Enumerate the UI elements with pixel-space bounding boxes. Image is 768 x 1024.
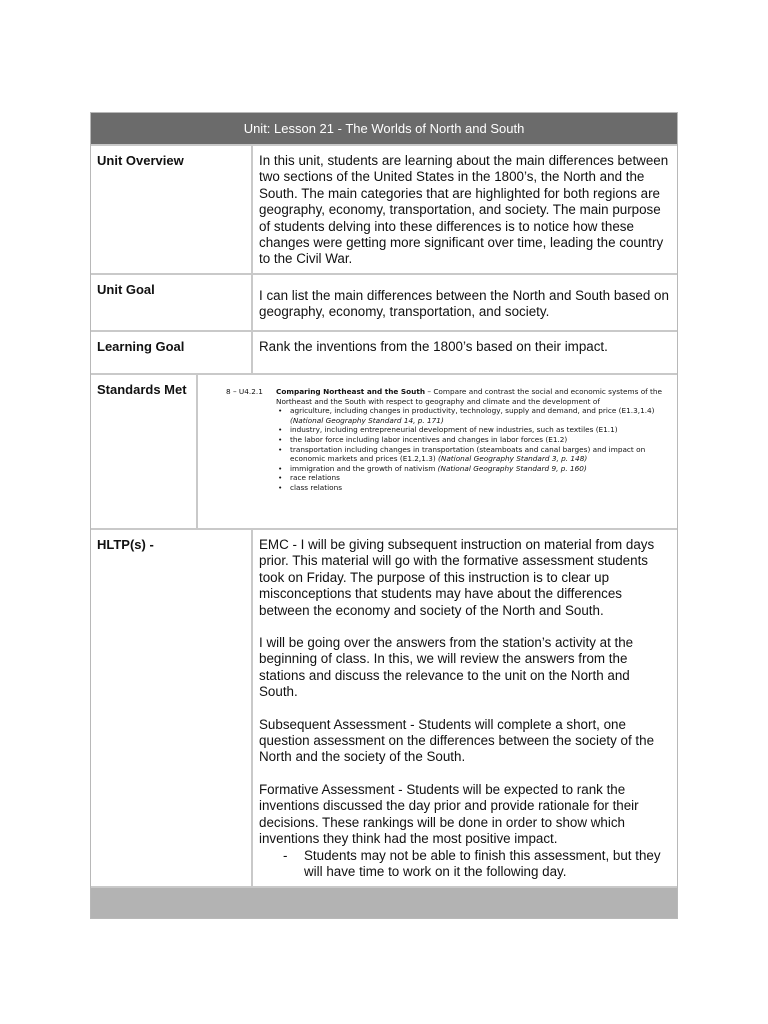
standard-list: [276, 406, 671, 492]
list-item: • the labor force including labor incentives and changes in labor forces (E1.2): [276, 435, 671, 445]
table-title: Unit: Lesson 21 - The Worlds of North and South: [91, 113, 677, 146]
hltp-paragraph-stations: I will be going over the answers from the station’s activity at the beginning of class. In this, we will review the answers from the stations and discuss the relevance to the unit on the North and South.: [259, 635, 634, 700]
standard-body: [276, 387, 671, 493]
list-item: • class relations: [276, 483, 671, 493]
standard-heading: Comparing Northeast and the South: [276, 387, 426, 396]
hltp-paragraph-emc: EMC - I will be giving subsequent instruction on material from days prior. This material will go with the formative assessment students took on Friday. The purpose of this instruction is to clear up misconceptions that students may have about the differences between the economy and society of the North and South.: [259, 537, 655, 618]
list-item: • immigration and the growth of nativism (National Geography Standard 9, p. 160): [276, 464, 671, 474]
standard-excerpt: [204, 382, 671, 493]
row-unit-overview: [91, 146, 677, 275]
hltp-label: HLTP(s) -: [91, 530, 253, 886]
row-hltp: [91, 530, 677, 888]
learning-goal-text: Rank the inventions from the 1800’s based on their impact.: [259, 339, 608, 354]
unit-goal-label: Unit Goal: [91, 275, 253, 330]
row-learning-goal: [91, 332, 677, 375]
hltp-paragraph-formative: Formative Assessment - Students will be expected to rank the inventions discussed the day prior and provide rationale for their decisions. These rankings will be done in order to show which inventions they think had the most positive impact.: [259, 781, 639, 847]
row-standards-met: [91, 375, 677, 530]
list-item: • industry, including entrepreneurial development of new industries, such as textiles (E1.1): [276, 425, 671, 435]
standards-met-label: Standards Met: [91, 375, 198, 528]
learning-goal-label: Learning Goal: [91, 332, 253, 373]
standard-intro: – Compare and contrast the social and economic systems of the Northeast and the South with respect to geography and climate and the development of: [276, 387, 663, 406]
list-item: - Students may not be able to finish this assessment, but they will have time to work on it the following day.: [259, 848, 671, 881]
unit-goal-text: I can list the main differences between the North and South based on geography, economy, transportation, and society.: [259, 288, 669, 320]
hltp-dash-list: [259, 848, 671, 881]
standards-content: [198, 375, 677, 528]
list-item: • agriculture, including changes in productivity, technology, supply and demand, and price (E1.3,1.4) (National Geography Standard 14, p. 171): [276, 406, 671, 425]
table-footer-row: [91, 888, 677, 918]
unit-overview-text: In this unit, students are learning about the main differences between two sections of the United States in the 1800’s, the North and the South. The main categories that are highlighted for both regions are geography, economy, transportation, and society. The main purpose of students delving into these differences is to notice how these changes were getting more significant over time, leading the country to the Civil War.: [259, 153, 669, 267]
standard-code: 8 – U4.2.1: [226, 387, 263, 396]
unit-overview-label: Unit Overview: [91, 146, 253, 273]
list-item: • race relations: [276, 473, 671, 483]
list-item: • transportation including changes in transportation (steamboats and canal barges) and impact on economic markets and prices (E1.2,1.3) (National Geography Standard 3, p. 148): [276, 445, 671, 464]
lesson-plan-table: [90, 112, 678, 919]
hltp-paragraph-subsequent: Subsequent Assessment - Students will complete a short, one question assessment on the differences between the society of the North and the society of the South.: [259, 716, 655, 765]
row-unit-goal: [91, 275, 677, 332]
hltp-content: [253, 530, 677, 886]
